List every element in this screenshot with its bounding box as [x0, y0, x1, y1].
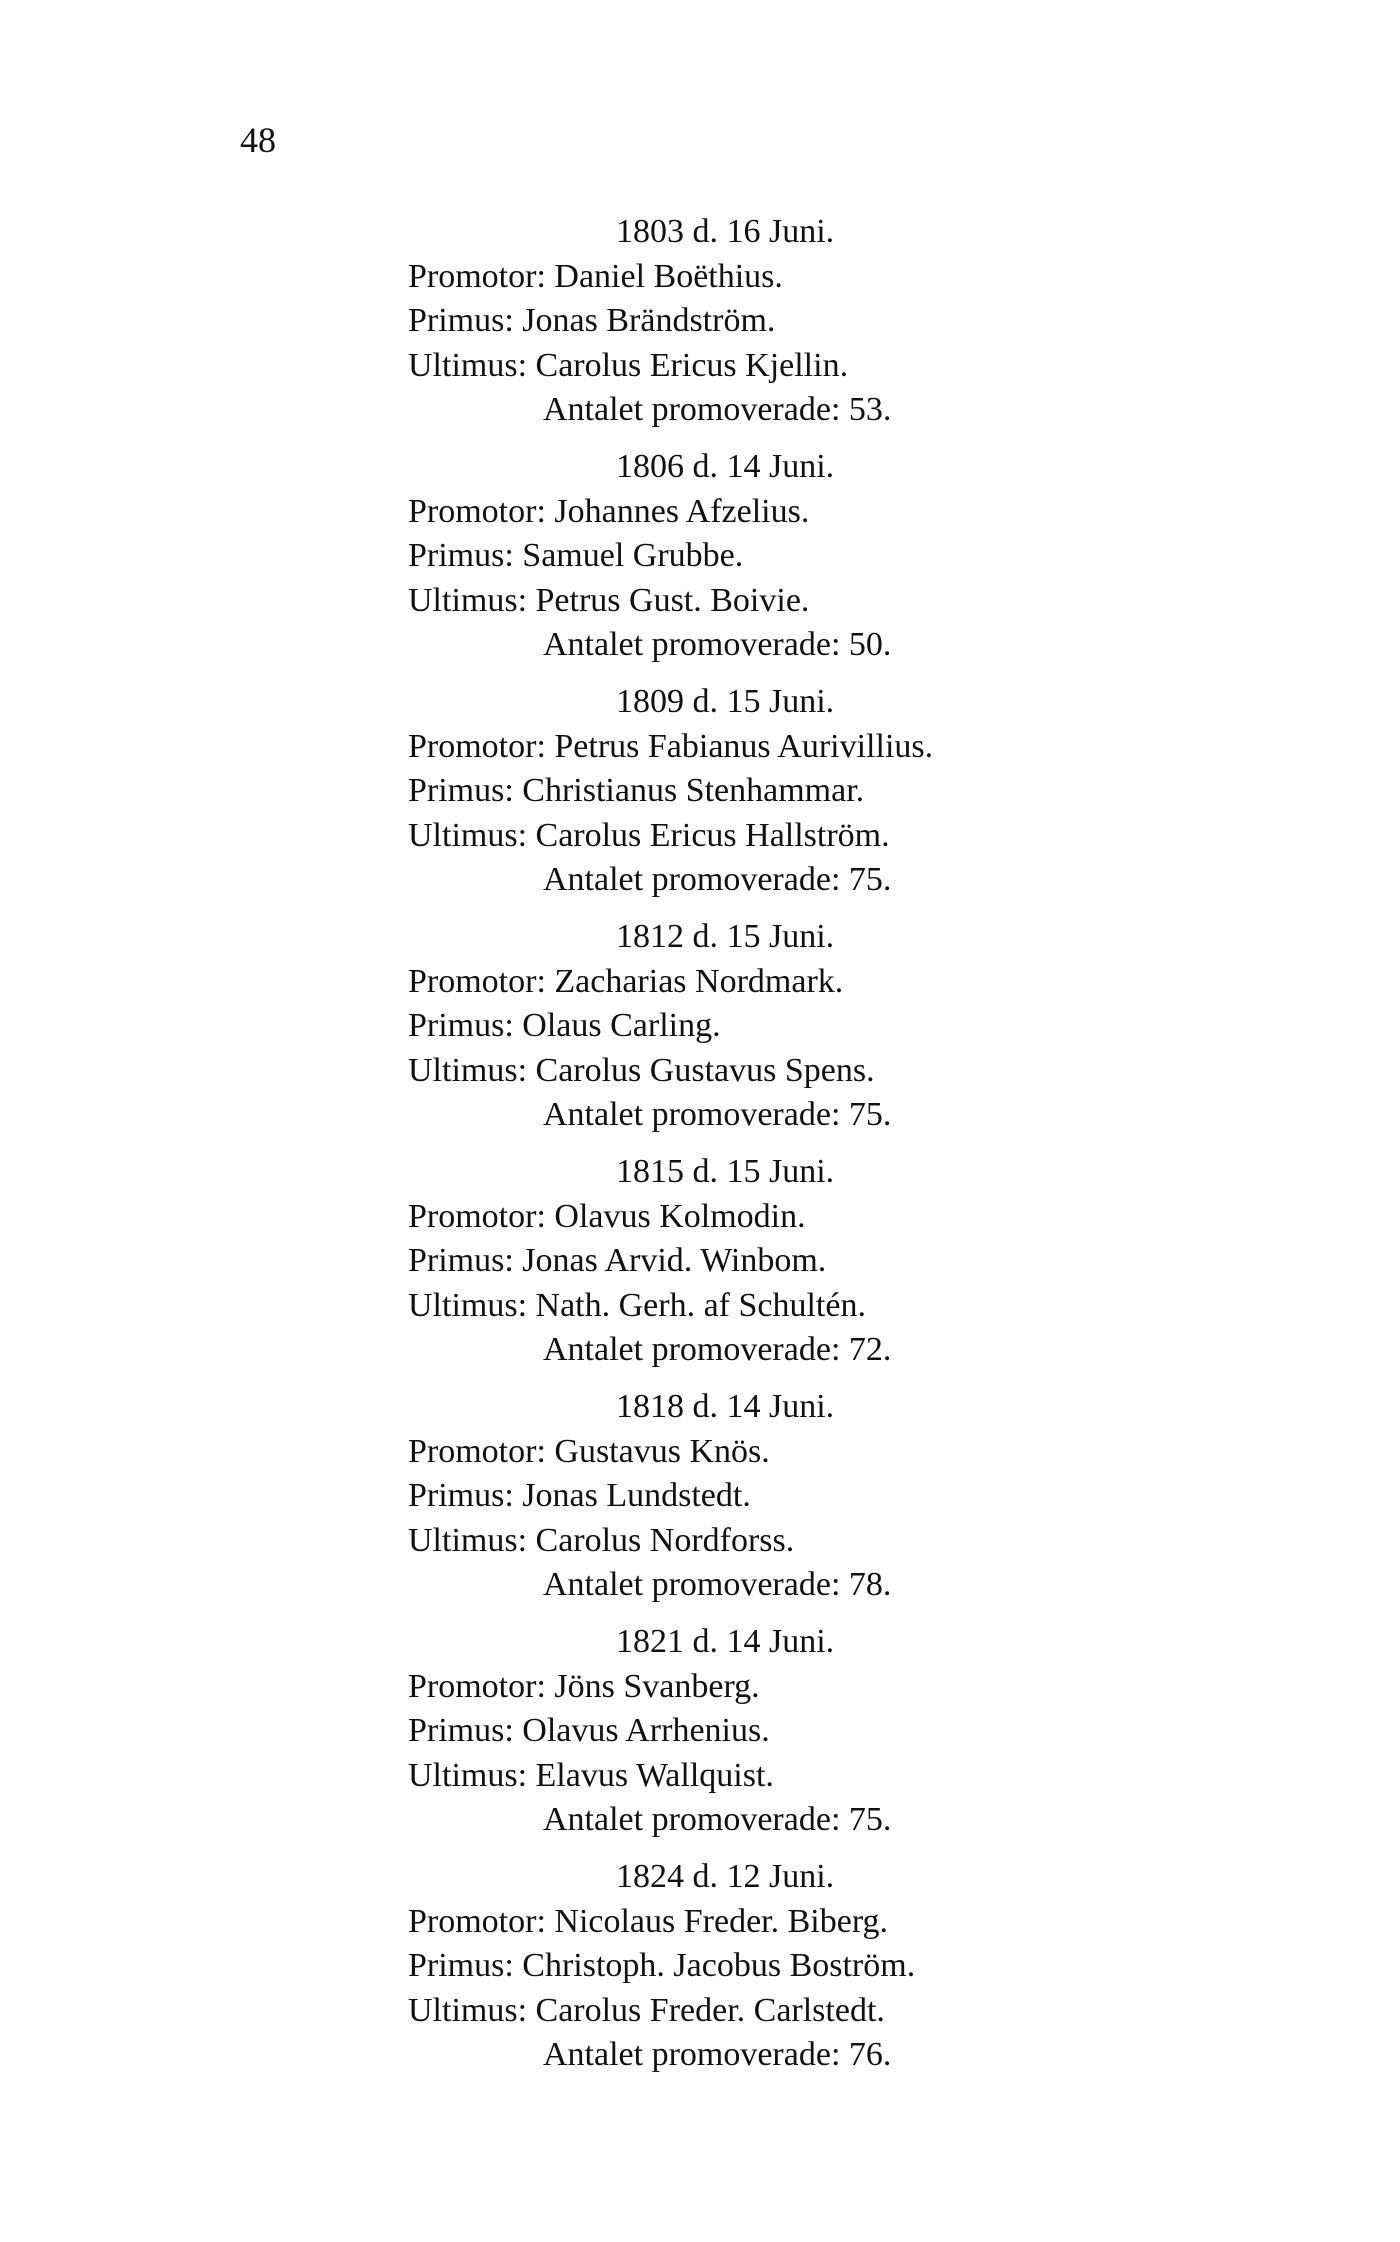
entry-promotor: Promotor: Jöns Svanberg.: [408, 1667, 760, 1705]
entry-promotor: Promotor: Petrus Fabianus Aurivillius.: [408, 727, 934, 765]
entry-date: 1806 d. 14 Juni.: [616, 448, 835, 485]
promotion-entry: [408, 1620, 1108, 1843]
promotion-entry: [408, 1150, 1108, 1373]
promotion-entry: [408, 680, 1108, 903]
entry-primus: Primus: Jonas Brändström.: [408, 302, 776, 339]
entry-promotor: Promotor: Gustavus Knös.: [408, 1432, 770, 1470]
entry-ultimus: Ultimus: Carolus Gustavus Spens.: [408, 1051, 875, 1089]
entry-count: Antalet promoverade: 75.: [543, 1096, 892, 1133]
entry-count: Antalet promoverade: 76.: [543, 2036, 892, 2073]
entry-promotor: Promotor: Nicolaus Freder. Biberg.: [408, 1902, 889, 1940]
entry-primus: Primus: Olaus Carling.: [408, 1007, 721, 1044]
entry-primus: Primus: Christianus Stenhammar.: [408, 772, 865, 809]
promotion-entry: [408, 1385, 1108, 1608]
entry-promotor: Promotor: Johannes Afzelius.: [408, 492, 810, 530]
entry-count: Antalet promoverade: 78.: [543, 1566, 892, 1603]
entry-count: Antalet promoverade: 50.: [543, 626, 892, 663]
entry-primus: Primus: Samuel Grubbe.: [408, 537, 744, 574]
entry-primus: Primus: Christoph. Jacobus Boström.: [408, 1947, 916, 1984]
promotion-list: [408, 210, 1108, 2090]
promotion-entry: [408, 445, 1108, 668]
entry-ultimus: Ultimus: Petrus Gust. Boivie.: [408, 581, 810, 619]
entry-primus: Primus: Olavus Arrhenius.: [408, 1712, 770, 1749]
entry-date: 1818 d. 14 Juni.: [616, 1388, 835, 1425]
page-number: 48: [240, 120, 276, 160]
entry-count: Antalet promoverade: 75.: [543, 1801, 892, 1838]
entry-date: 1824 d. 12 Juni.: [616, 1858, 835, 1895]
entry-count: Antalet promoverade: 53.: [543, 391, 892, 428]
entry-date: 1803 d. 16 Juni.: [616, 213, 835, 250]
entry-date: 1821 d. 14 Juni.: [616, 1623, 835, 1660]
entry-ultimus: Ultimus: Elavus Wallquist.: [408, 1756, 774, 1794]
entry-ultimus: Ultimus: Carolus Nordforss.: [408, 1521, 795, 1559]
entry-date: 1812 d. 15 Juni.: [616, 918, 835, 955]
entry-ultimus: Ultimus: Carolus Freder. Carlstedt.: [408, 1991, 885, 2029]
entry-ultimus: Ultimus: Carolus Ericus Hallström.: [408, 816, 890, 854]
entry-ultimus: Ultimus: Carolus Ericus Kjellin.: [408, 346, 849, 384]
promotion-entry: [408, 1855, 1108, 2078]
entry-ultimus: Ultimus: Nath. Gerh. af Schultén.: [408, 1286, 866, 1324]
promotion-entry: [408, 210, 1108, 433]
promotion-entry: [408, 915, 1108, 1138]
entry-count: Antalet promoverade: 75.: [543, 861, 892, 898]
entry-date: 1815 d. 15 Juni.: [616, 1153, 835, 1190]
entry-promotor: Promotor: Daniel Boëthius.: [408, 257, 783, 295]
entry-primus: Primus: Jonas Lundstedt.: [408, 1477, 751, 1514]
entry-date: 1809 d. 15 Juni.: [616, 683, 835, 720]
entry-promotor: Promotor: Zacharias Nordmark.: [408, 962, 844, 1000]
entry-promotor: Promotor: Olavus Kolmodin.: [408, 1197, 806, 1235]
entry-count: Antalet promoverade: 72.: [543, 1331, 892, 1368]
entry-primus: Primus: Jonas Arvid. Winbom.: [408, 1242, 827, 1279]
